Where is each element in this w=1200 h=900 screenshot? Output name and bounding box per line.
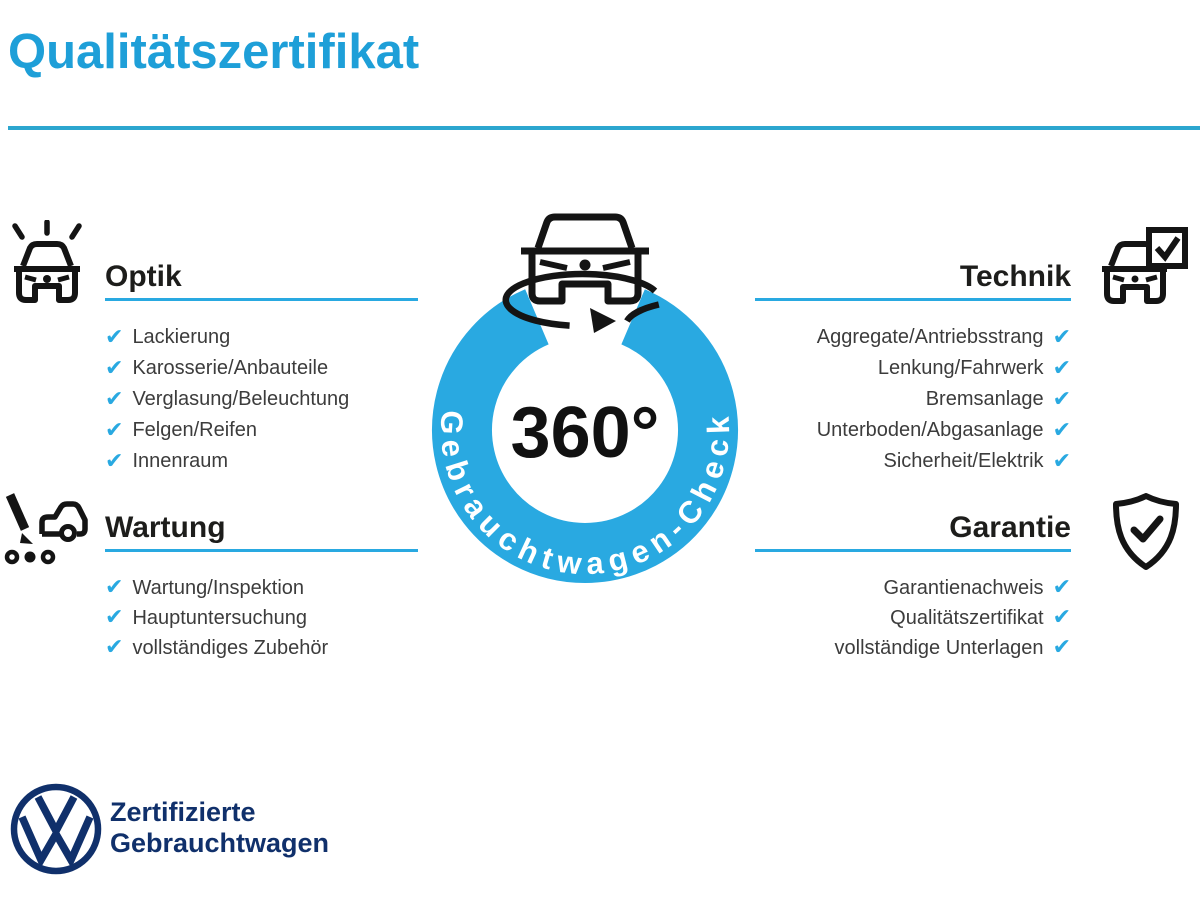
section-optik [105,262,418,477]
page-title: Qualitätszertifikat [8,25,420,79]
check-icon: ✔ [1052,605,1071,630]
list-item [105,573,418,603]
check-icon: ✔ [105,605,124,630]
section-wartung-divider [105,549,418,552]
list-item-label: Qualitätszertifikat [890,606,1044,629]
list-item-label: Lackierung [132,326,231,348]
list-item [755,322,1071,353]
list-item-label: vollständiges Zubehör [132,636,329,659]
check-icon: ✔ [1052,355,1071,381]
section-garantie [755,513,1071,663]
list-item [755,384,1071,415]
section-technik [755,262,1071,477]
check-icon: ✔ [1052,417,1071,443]
check-icon: ✔ [105,635,124,660]
list-item [755,633,1071,663]
check-icon: ✔ [1052,448,1071,474]
check-icon: ✔ [1052,575,1071,600]
list-item-label: Sicherheit/Elektrik [883,450,1044,472]
car-360-icon [506,217,659,333]
section-garantie-title: Garantie [949,511,1071,544]
section-wartung [105,513,418,663]
list-item [105,633,418,663]
check-icon: ✔ [105,324,124,350]
list-item [105,384,418,415]
car-checkbox-icon [1097,226,1189,312]
badge-360-check [420,205,760,595]
list-item-label: Bremsanlage [925,388,1044,410]
ring-label-text: Gebrauchtwagen-Check [433,409,737,582]
section-garantie-divider [755,549,1071,552]
check-icon: ✔ [105,417,124,443]
shield-check-icon [1108,492,1184,572]
list-item-label: Aggregate/Antriebsstrang [816,326,1044,348]
service-checklist-icon [0,487,92,567]
list-item [105,322,418,353]
list-item [755,446,1071,477]
list-item-label: Innenraum [132,450,229,472]
title-divider [8,126,1200,130]
section-garantie-list [755,573,1071,663]
list-item-label: Hauptuntersuchung [132,606,308,629]
list-item [755,573,1071,603]
list-item [105,415,418,446]
list-item-label: Lenkung/Fahrwerk [877,357,1044,379]
section-optik-divider [105,298,418,301]
list-item-label: Verglasung/Beleuchtung [132,388,350,410]
check-icon: ✔ [105,355,124,381]
list-item-label: Karosserie/Anbauteile [132,357,329,379]
section-technik-list [755,322,1071,477]
check-icon: ✔ [1052,635,1071,660]
list-item [105,353,418,384]
brand-line-1: Zertifizierte [110,797,256,827]
check-icon: ✔ [105,575,124,600]
list-item-label: Wartung/Inspektion [132,576,305,599]
list-item [105,446,418,477]
brand-line-2: Gebrauchtwagen [110,828,330,858]
check-icon: ✔ [1052,386,1071,412]
section-wartung-list [105,573,418,663]
list-item-label: Felgen/Reifen [132,419,257,441]
list-item-label: Unterboden/Abgasanlage [816,419,1044,441]
car-shine-icon [2,220,92,304]
section-technik-divider [755,298,1071,301]
section-optik-list [105,322,418,477]
list-item [755,603,1071,633]
check-icon: ✔ [105,448,124,474]
list-item-label: Garantienachweis [883,576,1044,599]
section-optik-title: Optik [105,260,182,293]
list-item [105,603,418,633]
brand-text [110,797,329,859]
vw-logo [8,781,104,877]
section-technik-title: Technik [959,260,1071,293]
check-icon: ✔ [105,386,124,412]
list-item-label: vollständige Unterlagen [834,636,1044,659]
section-wartung-title: Wartung [105,511,226,544]
list-item [755,415,1071,446]
list-item [755,353,1071,384]
degrees-label: 360° [510,393,660,473]
check-icon: ✔ [1052,324,1071,350]
